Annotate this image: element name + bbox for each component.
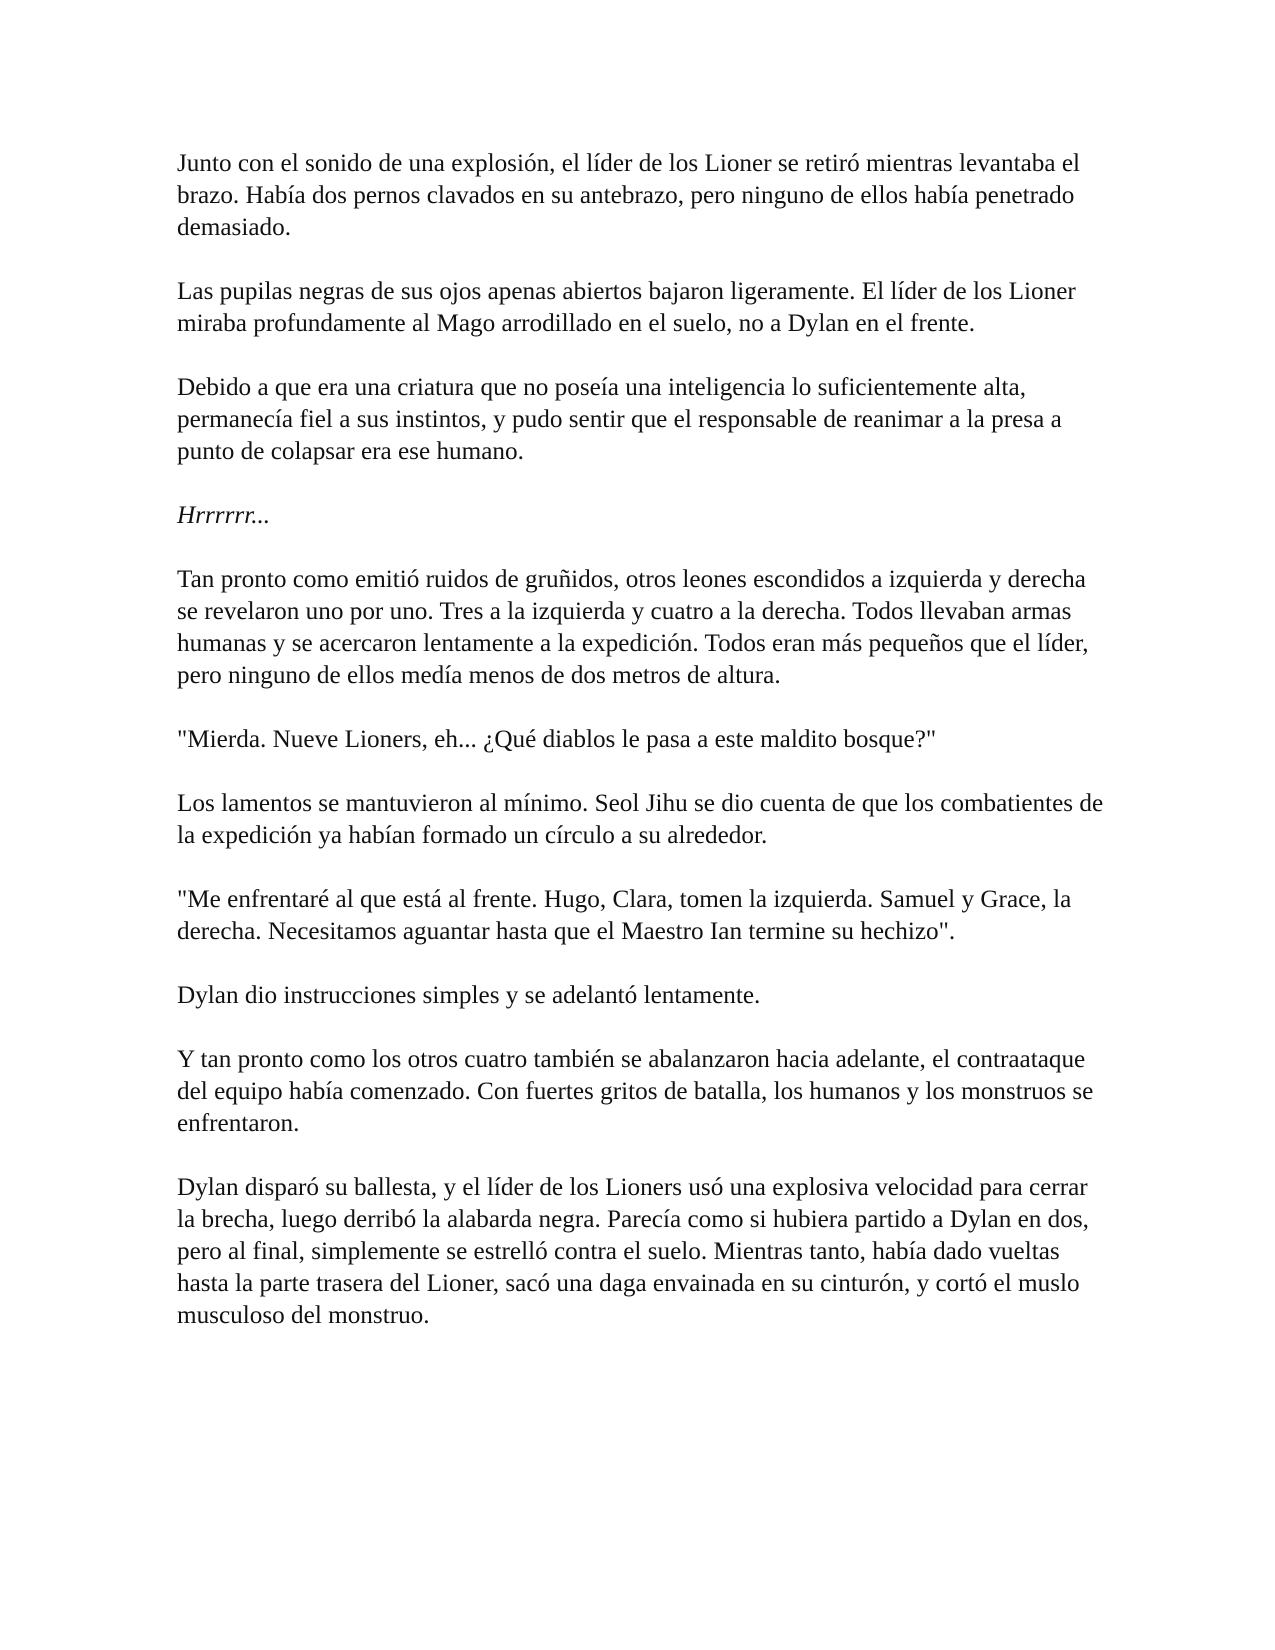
paragraph-10: Y tan pronto como los otros cuatro también se abalanzaron hacia adelante, el contraataque del equipo había comenzado. Con fuertes gritos de batalla, los humanos y los monstruos se enfrentaron. <box>177 1046 1094 1137</box>
paragraph-2: Las pupilas negras de sus ojos apenas abiertos bajaron ligeramente. El líder de los Lioner miraba profundamente al Mago arrodillado en el suelo, no a Dylan en el frente. <box>177 278 1076 337</box>
paragraph-3: Debido a que era una criatura que no poseía una inteligencia lo suficientemente alta, permanecía fiel a sus instintos, y pudo sentir que el responsable de reanimar a la presa a punto de colapsar era ese humano. <box>177 374 1062 465</box>
paragraph-8-dialogue: "Me enfrentaré al que está al frente. Hugo, Clara, tomen la izquierda. Samuel y Grace, la derecha. Necesitamos aguantar hasta que el Maestro Ian termine su hechizo". <box>177 886 1072 945</box>
paragraph-4-growl: Hrrrrrr... <box>177 502 271 529</box>
paragraph-6-dialogue: "Mierda. Nueve Lioners, eh... ¿Qué diablos le pasa a este maldito bosque?" <box>177 726 937 753</box>
document-body <box>177 148 1107 1364</box>
paragraph-1: Junto con el sonido de una explosión, el líder de los Lioner se retiró mientras levantaba el brazo. Había dos pernos clavados en su antebrazo, pero ninguno de ellos había penetrado demasiado. <box>177 150 1080 241</box>
paragraph-7: Los lamentos se mantuvieron al mínimo. Seol Jihu se dio cuenta de que los combatientes de la expedición ya habían formado un círculo a su alrededor. <box>177 790 1104 849</box>
paragraph-11: Dylan disparó su ballesta, y el líder de los Lioners usó una explosiva velocidad para cerrar la brecha, luego derribó la alabarda negra. Parecía como si hubiera partido a Dylan en dos, pero al final, simplemente se estrelló contra el suelo. Mientras tanto, había dado vueltas hasta la parte trasera del Lioner, sacó una daga envainada en su cinturón, y cortó el muslo musculoso del monstruo. <box>177 1174 1089 1329</box>
paragraph-5: Tan pronto como emitió ruidos de gruñidos, otros leones escondidos a izquierda y derecha se revelaron uno por uno. Tres a la izquierda y cuatro a la derecha. Todos llevaban armas humanas y se acercaron lentamente a la expedición. Todos eran más pequeños que el líder, pero ninguno de ellos medía menos de dos metros de altura. <box>177 566 1089 689</box>
paragraph-9: Dylan dio instrucciones simples y se adelantó lentamente. <box>177 982 761 1009</box>
